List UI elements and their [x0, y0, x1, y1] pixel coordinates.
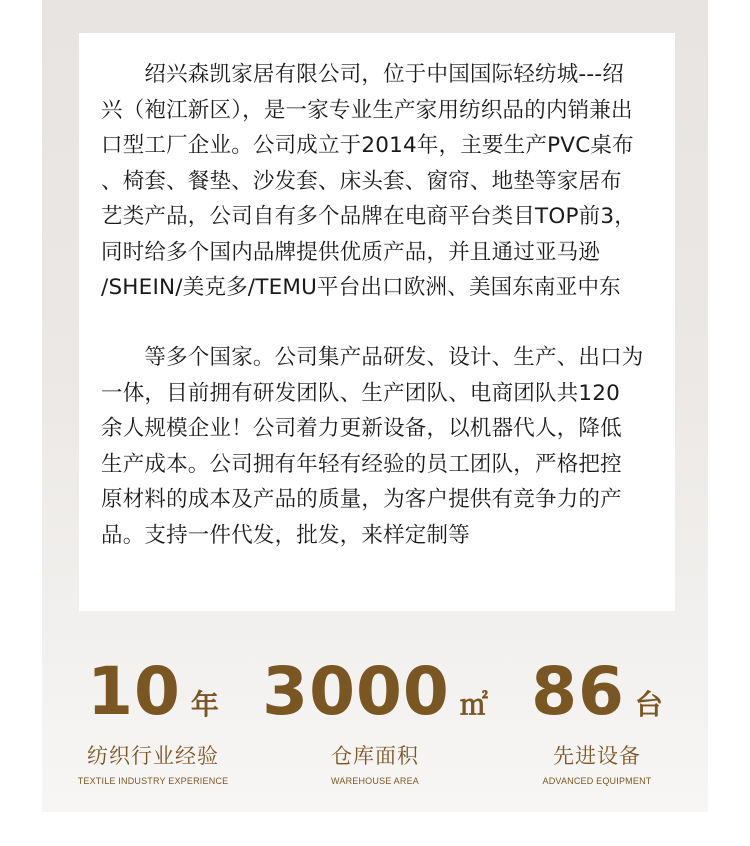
stat-unit: 年: [190, 688, 219, 721]
stat-number: 3000: [262, 653, 450, 730]
stat-warehouse: [264, 648, 486, 786]
stat-label: 纺织行业经验: [87, 744, 219, 768]
stat-unit: ㎡: [459, 688, 488, 721]
stat-label: 仓库面积: [331, 744, 419, 768]
stat-unit: 台: [634, 688, 663, 721]
stat-label: 先进设备: [553, 744, 641, 768]
stats-section: [42, 648, 708, 788]
stat-number: 86: [531, 653, 625, 730]
stat-number: 10: [87, 653, 181, 730]
stat-label-english: WAREHOUSE AREA: [331, 776, 419, 786]
stat-label-english: TEXTILE INDUSTRY EXPERIENCE: [77, 776, 229, 786]
stat-label-english: ADVANCED EQUIPMENT: [542, 776, 652, 786]
stat-equipment: [486, 648, 708, 786]
intro-paragraph-2: 等多个国家。公司集产品研发、设计、生产、出口为 一体，目前拥有研发团队、生产团队、电商团队共120 余人规模企业！公司着力更新设备，以机器代人，降低 生产成本。公司拥有年轻有经验的员工团队，严格把控 原材料的成本及产品的质量，为客户提供有竞争力的产 品。支持一件代发，批发，来样定制等: [101, 345, 644, 548]
stat-experience: [42, 648, 264, 786]
intro-paragraph-1: 绍兴森凯家居有限公司，位于中国国际轻纺城---绍 兴（袍江新区），是一家专业生产家用纺织品的内销兼出 口型工厂企业。公司成立于2014年，主要生产PVC桌布 、椅套、餐垫、沙发套、床头套、窗帘、地垫等家居布 艺类产品，公司自有多个品牌在电商平台类目TOP前3， 同时给多个国内品牌提供优质产品，并且通过亚马逊 /SHEIN/美克多/TEMU平台出口欧洲、美国东南亚中东: [101, 62, 636, 300]
stat-value-row: [42, 648, 264, 736]
stat-value-row: [486, 648, 708, 736]
stat-value-row: [264, 648, 486, 736]
